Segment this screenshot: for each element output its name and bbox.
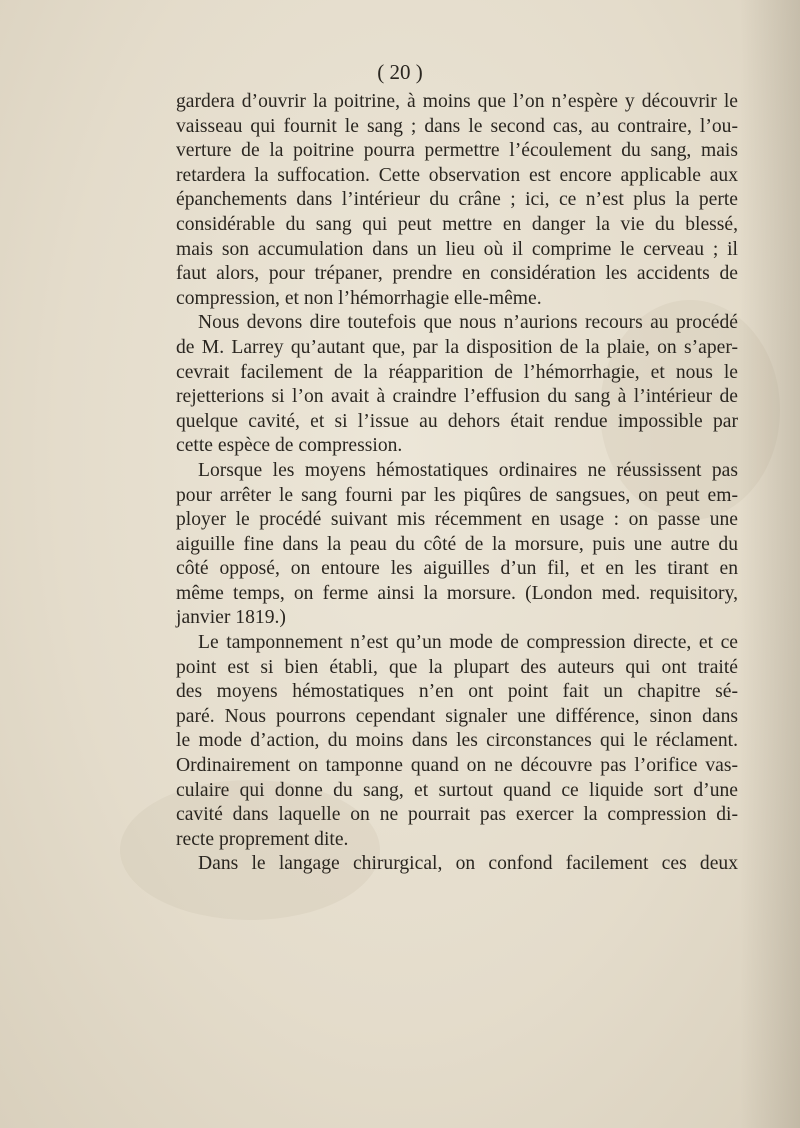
text-line: cevrait facilement de la réapparition de l’hémorrhagie, et nous le (176, 361, 738, 383)
text-line: point est si bien établi, que la plupart des auteurs qui ont traité (176, 656, 738, 678)
text-line: mais son accumulation dans un lieu où il comprime le cerveau ; il (176, 238, 738, 260)
text-line: Nous devons dire toutefois que nous n’aurions recours au procédé (198, 312, 738, 334)
text-line: de M. Larrey qu’autant que, par la disposition de la plaie, on s’aper- (176, 336, 738, 358)
text-line: gardera d’ouvrir la poitrine, à moins que l’on n’espère y découvrir le (176, 91, 738, 112)
text-line: verture de la poitrine pourra permettre l’écoulement du sang, mais (176, 140, 738, 162)
page-edge-shadow (740, 0, 800, 1128)
text-line: paré. Nous pourrons cependant signaler une différence, sinon dans (176, 705, 738, 727)
text-line: Le tamponnement n’est qu’un mode de compression directe, et ce (198, 632, 738, 654)
text-line: compression, et non l’hémorrhagie elle-même. (176, 287, 542, 309)
text-line: recte proprement dite. (176, 828, 349, 850)
text-line: considérable du sang qui peut mettre en danger la vie du blessé, (176, 213, 738, 235)
text-line: des moyens hémostatiques n’en ont point fait un chapitre sé- (176, 681, 738, 703)
text-line: même temps, on ferme ainsi la morsure. (London med. requisitory, (176, 582, 738, 604)
text-line: Lorsque les moyens hémostatiques ordinaires ne réussissent pas (198, 459, 738, 481)
text-line: cette espèce de compression. (176, 435, 403, 457)
text-line: aiguille fine dans la peau du côté de la morsure, puis une autre du (176, 533, 738, 555)
text-line: ployer le procédé suivant mis récemment en usage : on passe une (176, 509, 738, 531)
page-number: ( 20 ) (377, 60, 423, 84)
text-line: côté opposé, on entoure les aiguilles d’un fil, et en les tirant en (176, 558, 738, 580)
text-line: quelque cavité, et si l’issue au dehors était rendue impossible par (176, 410, 738, 432)
body-text (176, 90, 738, 877)
text-line: le mode d’action, du moins dans les circonstances qui le réclament. (176, 730, 738, 752)
text-line: rejetterions si l’on avait à craindre l’effusion du sang à l’intérieur de (176, 386, 738, 408)
text-line: vaisseau qui fournit le sang ; dans le second cas, au contraire, l’ou- (176, 115, 738, 137)
text-line: cavité dans laquelle on ne pourrait pas exercer la compression di- (176, 804, 738, 826)
text-line: Dans le langage chirurgical, on confond facilement ces deux (198, 853, 738, 875)
text-line: épanchements dans l’intérieur du crâne ; ici, ce n’est plus la perte (176, 189, 738, 211)
text-line: faut alors, pour trépaner, prendre en considération les accidents de (176, 263, 738, 285)
text-line: janvier 1819.) (176, 607, 286, 629)
text-line: pour arrêter le sang fourni par les piqûres de sangsues, on peut em- (176, 484, 738, 506)
text-line: Ordinairement on tamponne quand on ne découvre pas l’orifice vas- (176, 755, 738, 777)
text-line: retardera la suffocation. Cette observation est encore applicable aux (176, 164, 738, 186)
text-line: culaire qui donne du sang, et surtout quand ce liquide sort d’une (176, 779, 738, 801)
